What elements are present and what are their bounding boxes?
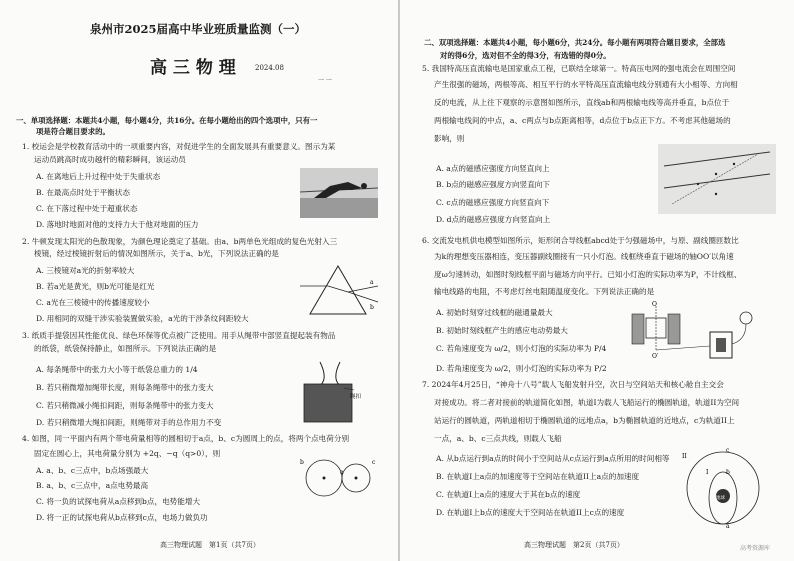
q5-option-a[interactable]: A. a点的磁感应强度方向竖直向上 [436,164,550,173]
generator-transformer-figure [628,300,774,370]
q3-option-c[interactable]: C. 若只稍微减小绳扣间距，则每条绳带中的张力变大 [36,401,214,410]
prism-diagram [300,262,380,318]
orbit-label-2: II [682,453,687,460]
prism-label-a: a [370,279,374,286]
q2-stem: 2. 牛顿发现太阳光的色散现象，为颜色理论奠定了基础。由a、b两单色光组成的复色光射入三 [22,237,338,246]
q7-stem: 7. 2024年4月25日，“神舟十八号”载人飞船发射升空，次日与空间站天和核心舱自主交会 [422,380,724,389]
section2-heading-2: 对的得6分，选对但不全的得3分，有选错的得0分。 [440,51,611,60]
axis-label-o-prime: O′ [652,353,659,360]
q6-stem-3: 度ω匀速转动，如图时刻线框平面与磁场方向平行。已知小灯泡的实际功率为P，不计线框、 [434,270,742,279]
q1-option-d[interactable]: D. 落地时地面对他的支持力大于他对地面的压力 [36,220,199,229]
circle-label-b: b [300,459,304,466]
page2-footer: 高三物理试题 第2页（共7页） [524,541,624,549]
q7-stem-4: 一点，a、b、c三点共线，则载人飞船 [434,434,562,443]
exam-date: 2024.08 [255,64,284,72]
orbit-label-c: c [726,447,730,454]
q3-option-d[interactable]: D. 若只稍微增大绳扣间距，则绳带对手的总作用力不变 [36,418,222,427]
q4-option-b[interactable]: B. a、b、c三点中，a点电势最高 [36,481,149,490]
q2-option-a[interactable]: A. 三棱镜对a光的折射率较大 [36,266,135,275]
q3-stem-2: 的纸袋，纸袋保持静止，如图所示。下列说法正确的是 [34,344,217,353]
q4-stem-2: 固定在圆心上，其电荷量分别为 +2q、−q（q>0），则 [34,449,221,458]
q5-stem-4: 两根输电线间的中点，a、c两点与b点距离相等，d点位于b点正下方。不考虑其他磁场的 [434,116,731,125]
q7-option-c[interactable]: C. 在轨道I上a点的速度大于其在b点的速度 [436,490,581,499]
q2-option-b[interactable]: B. 若a光是黄光，则b光可能是红光 [36,282,155,291]
power-lines-figure [658,144,776,214]
q6-option-d[interactable]: D. 若角速度变为 ω/2，则小灯泡的实际功率为 P/2 [436,364,607,373]
header-marks: 一 一 [318,77,332,84]
q6-option-b[interactable]: B. 初始时刻线框产生的感应电动势最大 [436,326,568,335]
q7-option-a[interactable]: A. 从b点运行到a点的时间小于空间站从c点运行到a点所用的时间相等 [436,454,670,463]
q1-option-a[interactable]: A. 在离地后上升过程中处于失重状态 [36,172,161,181]
section2-heading: 二、双项选择题：本题共4小题，每小题6分，共24分。每小题有两项符合题目要求，全部选 [424,38,726,47]
q6-option-c[interactable]: C. 若角速度变为 ω/2，则小灯泡的实际功率为 P/4 [436,344,607,353]
q5-option-c[interactable]: C. c点的磁感应强度方向竖直向下 [436,198,550,207]
section1-heading: 一、单项选择题：本题共4小题，每小题4分，共16分。在每小题给出的四个选项中，只有一 [16,116,318,125]
two-circles-diagram [300,454,380,500]
q5-option-b[interactable]: B. b点的磁感应强度方向竖直向下 [436,180,550,189]
q2-option-d[interactable]: D. 用相同的双缝干涉实验装置做实验，a光的干涉条纹间距较大 [36,314,249,323]
q4-stem: 4. 如图，同一平面内有两个带电荷量相等的圆相切于a点，b、c为圆周上的点，将两个点电荷分别 [22,434,350,443]
q4-option-c[interactable]: C. 将一负的试探电荷从a点移到b点，电势能增大 [36,497,201,506]
q3-option-a[interactable]: A. 每条绳带中的张力大小等于纸袋总重力的 1/4 [36,365,198,374]
axis-label-o: O [652,301,657,308]
q7-option-b[interactable]: B. 在轨道I上a点的加速度等于空间站在轨道II上a点的加速度 [436,472,640,481]
circle-label-a: a [340,469,344,476]
q1-stem-2: 运动员跳高时成功越杆的精彩瞬间，该运动员 [34,155,186,164]
orbit-label-a: a [726,523,730,530]
section1-heading-2: 项是符合题目要求的。 [36,127,110,136]
q5-option-d[interactable]: D. d点的磁感应强度方向竖直向上 [436,215,551,224]
exam-page-2 [400,0,794,561]
orbit-label-b: b [726,469,730,476]
paper-bag-figure [292,358,370,426]
q7-stem-2: 对接成功。将二者对接前的轨道简化如图，轨道I为载人飞船运行的椭圆轨道，轨道II为空间 [434,398,740,407]
q5-stem-5: 影响，则 [434,134,465,143]
bag-rope-label: 绳扣 [350,394,362,400]
q7-option-d[interactable]: D. 在轨道I上b点的速度大于空间站在轨道II上c点的速度 [436,508,625,517]
q5-stem: 5. 我国特高压直流输电是国家重点工程，已联结全球第一。特高压电网的强电流会在周围空间 [422,64,736,73]
q1-option-c[interactable]: C. 在下落过程中处于超重状态 [36,204,138,213]
q1-stem: 1. 校运会是学校教育活动中的一项重要内容，对促进学生的全面发展具有重要意义。图示为某 [22,142,336,151]
q4-option-a[interactable]: A. a、b、c三点中，b点场强最大 [36,466,149,475]
q3-stem: 3. 纸质手提袋因其性能优良、绿色环保等优点被广泛使用。用手从绳带中部竖直提起装有物品 [22,331,336,340]
q4-option-d[interactable]: D. 将一正的试探电荷从b点移到c点，电场力做负功 [36,513,208,522]
q6-option-a[interactable]: A. 初始时刻穿过线框的磁通量最大 [436,308,553,317]
high-jump-photo [300,168,378,218]
orbit-diagram [676,444,770,530]
q2-option-c[interactable]: C. a光在三棱镜中的传播速度较小 [36,298,150,307]
q6-stem-2: 为k的理想变压器相连，变压器副线圈接有一只小灯泡。线框绕垂直于磁场的轴OO′以角速 [434,252,734,261]
q5-stem-2: 产生很强的磁场，两根等高、相互平行的水平特高压直流输电线分别通有大小相等、方向相 [434,80,738,89]
q6-stem-4: 输电线路的电阻，不考虑灯丝电阻随温度变化。下列说法正确的是 [434,287,655,296]
earth-label: 地球 [716,496,725,501]
orbit-label-1: I [706,469,709,476]
q1-option-b[interactable]: B. 在最高点时处于平衡状态 [36,188,130,197]
q7-stem-3: 站运行的圆轨道，两轨道相切于椭圆轨道的远地点a，b为椭圆轨道的近地点，c为轨道II上 [434,416,735,425]
q2-stem-2: 棱镜，经过棱镜折射后的情况如图所示，关于a、b光，下列说法正确的是 [34,249,279,258]
exam-title: 泉州市2025届高中毕业班质量监测（一） [90,22,307,36]
q5-stem-3: 反的电流，从上往下观察的示意图如图所示，直线ab和两根输电线等高并垂直，b点位于 [434,98,730,107]
watermark-text: 高考资源库 [740,545,771,552]
subject-title: 高 三 物 理 [150,58,236,78]
circle-label-c: c [372,459,376,466]
prism-label-b: b [370,304,374,311]
q6-stem: 6. 交流发电机供电模型如图所示，矩形闭合导线框abcd处于匀强磁场中，与原、副线圈匝数比 [422,236,739,245]
page1-footer: 高三物理试题 第1页（共7页） [160,541,260,549]
q3-option-b[interactable]: B. 若只稍微增加绳带长度，则每条绳带中的张力变大 [36,383,214,392]
